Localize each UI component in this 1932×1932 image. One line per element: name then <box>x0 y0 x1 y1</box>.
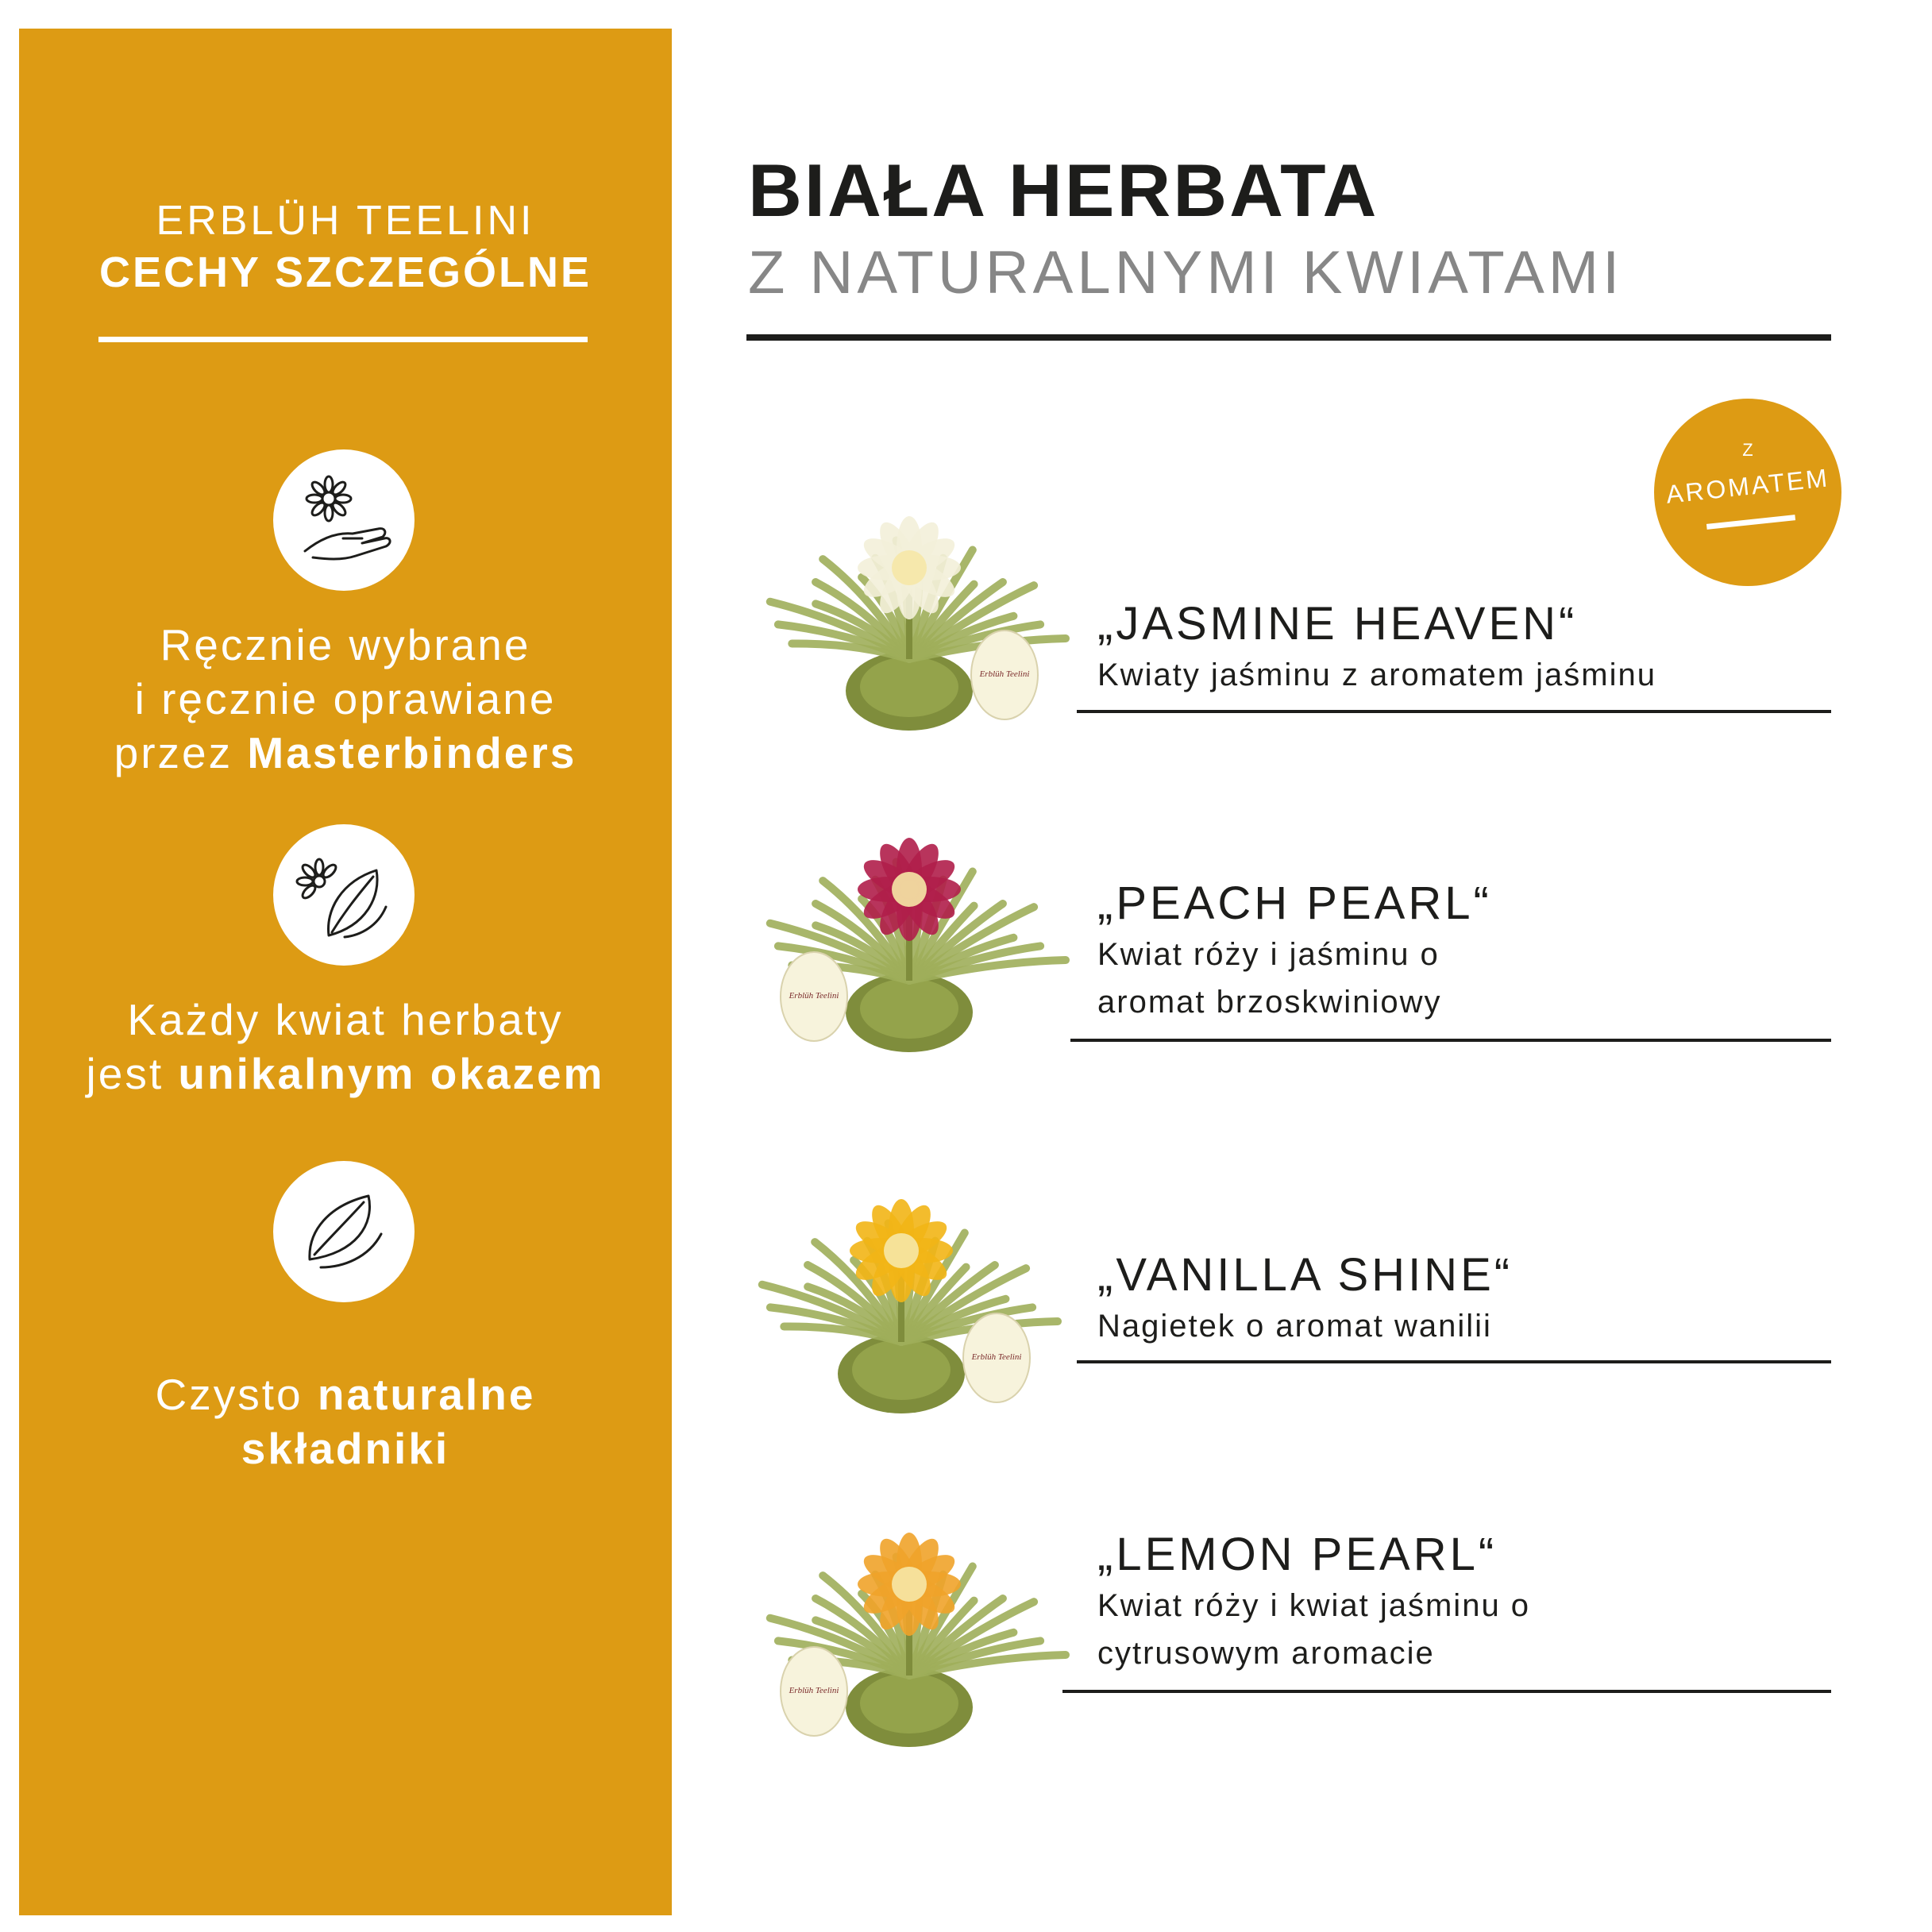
description-line: Kwiaty jaśminu z aromatem jaśminu <box>1097 657 1656 692</box>
product-name: „PEACH PEARL“ <box>1097 877 1492 929</box>
badge-small-text: Z <box>1742 440 1753 460</box>
tea-flower-image <box>742 461 1076 750</box>
divider <box>98 337 588 342</box>
tea-tag-label: Erblüh Teelini <box>789 991 839 1001</box>
feature-line <box>19 726 672 780</box>
product-name: „VANILLA SHINE“ <box>1097 1249 1514 1301</box>
feature-line: Ręcznie wybrane <box>160 620 531 669</box>
tea-flower-image <box>735 1143 1068 1433</box>
product-name: „JASMINE HEAVEN“ <box>1097 598 1578 650</box>
title-divider <box>746 334 1831 341</box>
feature-text-bold: naturalne <box>317 1370 536 1419</box>
product-divider <box>1077 710 1831 713</box>
badge-underline <box>1706 515 1795 530</box>
product-name: „LEMON PEARL“ <box>1097 1529 1498 1580</box>
description-line: Nagietek o aromat wanilii <box>1097 1309 1492 1344</box>
flower-leaf-icon <box>273 824 415 966</box>
aroma-badge <box>1654 399 1841 586</box>
brand-title: ERBLÜH TEELINI <box>156 198 535 244</box>
leaf-icon <box>273 1161 415 1302</box>
description-line: Kwiat róży i kwiat jaśminu o <box>1097 1588 1531 1623</box>
tea-flower-image <box>742 782 1076 1072</box>
page-subtitle: Z NATURALNYMI KWIATAMI <box>748 239 1624 307</box>
product-description <box>1097 651 1656 699</box>
tea-tag-label: Erblüh Teelini <box>971 1352 1022 1362</box>
description-line: Kwiat róży i jaśminu o <box>1097 937 1440 972</box>
feature-text-bold: unikalnym okazem <box>178 1049 605 1098</box>
feature-text-regular: przez <box>114 728 248 777</box>
product-description <box>1097 1582 1530 1677</box>
product-divider <box>1070 1039 1831 1042</box>
tea-flower-image <box>742 1477 1076 1767</box>
features-sidebar <box>19 29 672 1915</box>
product-description <box>1097 1302 1492 1350</box>
feature-text-bold: składniki <box>241 1424 450 1473</box>
features-heading: CECHY SZCZEGÓLNE <box>98 249 592 296</box>
feature-text-regular: jest <box>86 1049 179 1098</box>
feature-line <box>19 1421 672 1475</box>
feature-line <box>19 1367 672 1421</box>
feature-line <box>19 1047 672 1101</box>
description-line: cytrusowym aromacie <box>1097 1636 1435 1671</box>
feature-natural <box>19 1367 672 1475</box>
feature-text-bold: Masterbinders <box>247 728 577 777</box>
hand-flower-icon <box>273 449 415 591</box>
description-line: aromat brzoskwiniowy <box>1097 985 1442 1020</box>
feature-text-regular: Czysto <box>155 1370 318 1419</box>
product-divider <box>1062 1690 1831 1693</box>
badge-word: AROMATEM <box>1664 463 1831 509</box>
feature-hand-picked <box>19 618 672 780</box>
page-title: BIAŁA HERBATA <box>748 148 1379 232</box>
feature-line: i ręcznie oprawiane <box>134 674 557 723</box>
feature-unique <box>19 993 672 1101</box>
tea-tag-label: Erblüh Teelini <box>789 1686 839 1695</box>
product-description <box>1097 931 1441 1026</box>
feature-line: Każdy kwiat herbaty <box>127 995 564 1044</box>
product-divider <box>1077 1360 1831 1363</box>
tea-tag-label: Erblüh Teelini <box>979 669 1030 679</box>
